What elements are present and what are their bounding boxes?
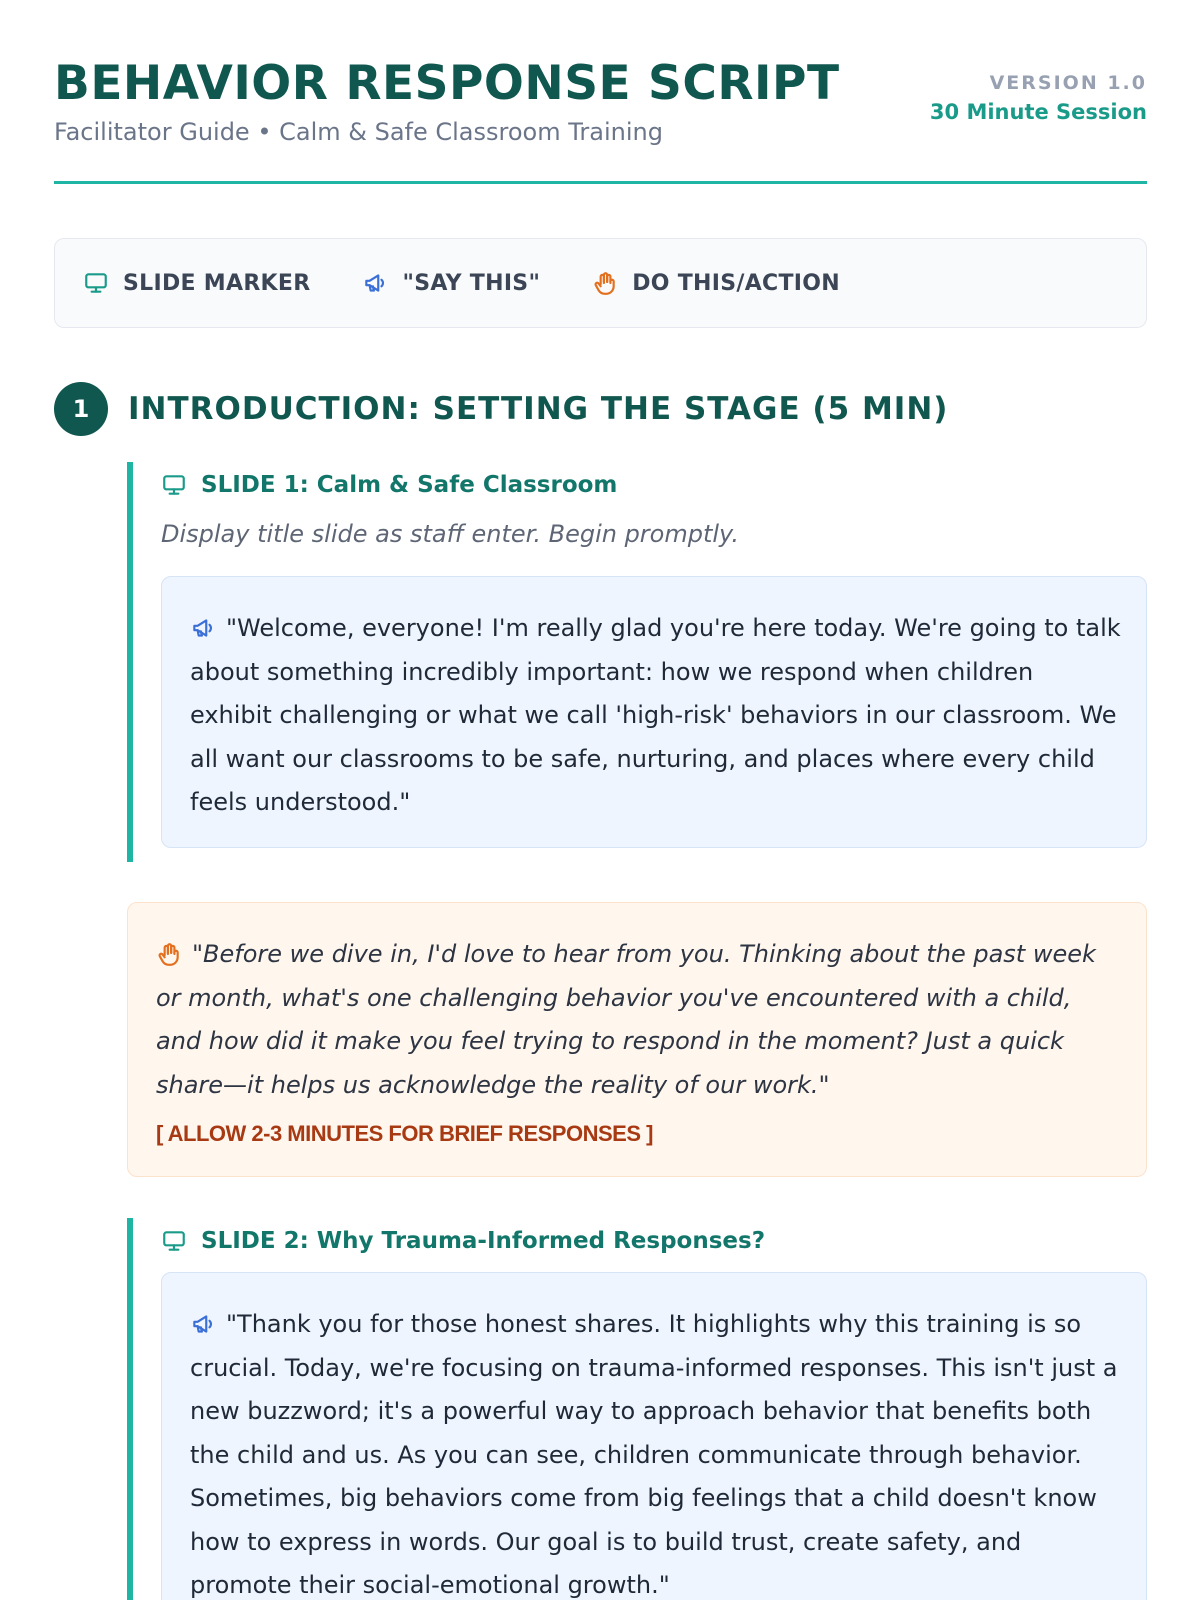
monitor-icon	[161, 1228, 187, 1254]
document-subtitle: Facilitator Guide • Calm & Safe Classroom Training	[54, 118, 663, 146]
monitor-icon	[161, 472, 187, 498]
say-this-box	[161, 1272, 1147, 1600]
action-box	[127, 902, 1147, 1177]
slide-2-block	[127, 1218, 1147, 1600]
action-prompt	[156, 933, 1118, 1107]
legend-slide-marker	[83, 270, 310, 296]
slide-1-header	[161, 472, 1147, 498]
session-length: 30 Minute Session	[929, 100, 1147, 124]
hand-icon	[592, 270, 618, 296]
say-this-box	[161, 576, 1147, 848]
say-this-text: "Welcome, everyone! I'm really glad you're here today. We're going to talk about something incredibly important: how we respond when children exhibit challenging or what we call 'high-risk' behaviors in our classroom. We all want our classrooms to be safe, nurturing, and places where every child feels understood."	[190, 614, 1121, 816]
section-number-badge: 1	[54, 382, 108, 436]
hand-icon	[156, 941, 182, 967]
legend-do-this	[592, 270, 840, 296]
action-prompt-text: "Before we dive in, I'd love to hear from you. Thinking about the past week or month, what's one challenging behavior you've encountered with a child, and how did it make you feel trying to respond in the moment? Just a quick share—it helps us acknowledge the reality of our work."	[156, 940, 1096, 1099]
document-header	[54, 56, 1147, 184]
legend-say-this	[362, 270, 540, 296]
section-title: INTRODUCTION: SETTING THE STAGE (5 MIN)	[128, 391, 949, 427]
version-label: VERSION 1.0	[989, 72, 1147, 94]
slide-2-header	[161, 1228, 1147, 1254]
legend-slide-marker-label: SLIDE MARKER	[123, 270, 311, 296]
legend-say-this-label: "SAY THIS"	[402, 270, 541, 296]
document-meta	[930, 72, 1147, 124]
megaphone-icon	[190, 1311, 216, 1337]
slide-2-title: SLIDE 2: Why Trauma-Informed Responses?	[201, 1228, 766, 1254]
slide-1-note: Display title slide as staff enter. Begin promptly.	[161, 520, 740, 548]
legend-bar	[54, 238, 1147, 328]
slide-1-title: SLIDE 1: Calm & Safe Classroom	[201, 472, 618, 498]
monitor-icon	[83, 270, 109, 296]
megaphone-icon	[190, 615, 216, 641]
action-cue: [ ALLOW 2-3 MINUTES FOR BRIEF RESPONSES ]	[156, 1121, 653, 1146]
slide-1-block	[127, 462, 1147, 862]
megaphone-icon	[362, 270, 388, 296]
document-title: BEHAVIOR RESPONSE SCRIPT	[54, 56, 840, 111]
section-heading	[54, 382, 948, 436]
legend-do-this-label: DO THIS/ACTION	[632, 270, 841, 296]
say-this-text: "Thank you for those honest shares. It highlights why this training is so crucial. Today, we're focusing on trauma-informed responses. This isn't just a new buzzword; it's a powerful way to approach behavior that benefits both the child and us. As you can see, children communicate through behavior. Sometimes, big behaviors come from big feelings that a child doesn't know how to express in words. Our goal is to build trust, create safety, and promote their social-emotional growth."	[190, 1310, 1118, 1599]
